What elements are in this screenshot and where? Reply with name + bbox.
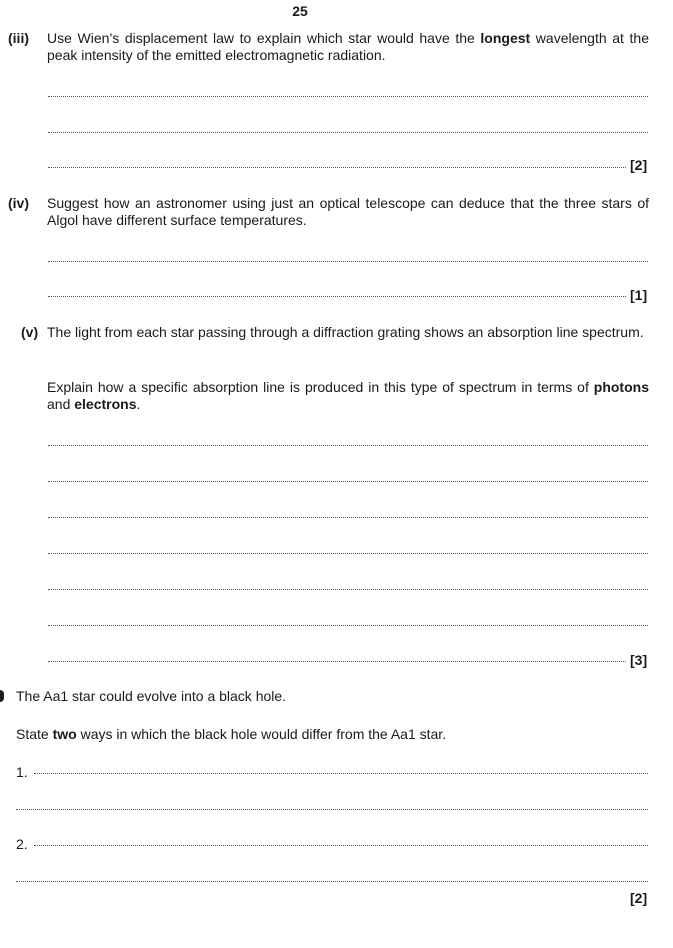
question-label-iv: (iv) bbox=[8, 195, 29, 211]
answer-line[interactable] bbox=[48, 445, 648, 446]
question-text-iii bbox=[47, 30, 649, 64]
question-text-next-2 bbox=[16, 726, 646, 743]
answer-item-1-label: 1. bbox=[16, 764, 28, 780]
answer-line[interactable] bbox=[48, 481, 648, 482]
cut-off-label-mark bbox=[0, 690, 4, 702]
answer-line[interactable] bbox=[16, 809, 648, 810]
keyword-electrons: electrons bbox=[74, 396, 137, 412]
answer-line[interactable] bbox=[48, 96, 648, 97]
page-number: 25 bbox=[292, 3, 308, 19]
marks-iv: [1] bbox=[630, 287, 648, 303]
question-label-v: (v) bbox=[21, 324, 39, 340]
question-text-next-2-part-b: ways in which the black hole would differ from the Aa1 star. bbox=[76, 726, 447, 742]
answer-line[interactable] bbox=[16, 881, 648, 882]
answer-line[interactable] bbox=[48, 517, 648, 518]
marks-iii: [2] bbox=[630, 157, 648, 173]
question-text-v-2-and: and bbox=[47, 396, 75, 412]
question-text-next-2-part-a: State bbox=[16, 726, 53, 742]
answer-line[interactable] bbox=[48, 661, 626, 662]
answer-line[interactable] bbox=[48, 589, 648, 590]
answer-line[interactable] bbox=[48, 553, 648, 554]
question-text-v-2-part-a: Explain how a specific absorption line is produced in this type of spectrum in terms of bbox=[47, 379, 594, 395]
answer-line[interactable] bbox=[34, 845, 648, 846]
answer-item-2-label: 2. bbox=[16, 836, 28, 852]
question-text-v-2-end: . bbox=[136, 396, 141, 412]
marks-v: [3] bbox=[630, 652, 648, 668]
question-label-iii: (iii) bbox=[8, 30, 29, 46]
answer-line[interactable] bbox=[48, 625, 648, 626]
question-text-next-1: The Aa1 star could evolve into a black hole. bbox=[16, 688, 287, 704]
keyword-photons: photons bbox=[593, 379, 649, 395]
answer-line[interactable] bbox=[48, 167, 626, 168]
question-text-iii-part-a: Use Wien’s displacement law to explain which star would have the bbox=[47, 30, 481, 46]
answer-line[interactable] bbox=[48, 132, 648, 133]
answer-line[interactable] bbox=[48, 296, 626, 297]
keyword-longest: longest bbox=[480, 30, 531, 46]
marks-next: [2] bbox=[630, 890, 648, 906]
question-text-v-1: The light from each star passing through a diffraction grating shows an absorption line spectrum. bbox=[47, 324, 644, 340]
question-text-iii-part-b: wavelength at the peak intensity of the emitted electromagnetic radiation. bbox=[47, 30, 649, 63]
question-text-v-2 bbox=[47, 379, 649, 413]
keyword-two: two bbox=[52, 726, 77, 742]
question-text-iv: Suggest how an astronomer using just an optical telescope can deduce that the three stars of Algol have different surface temperatures. bbox=[47, 195, 649, 228]
answer-line[interactable] bbox=[34, 773, 648, 774]
answer-line[interactable] bbox=[48, 261, 648, 262]
